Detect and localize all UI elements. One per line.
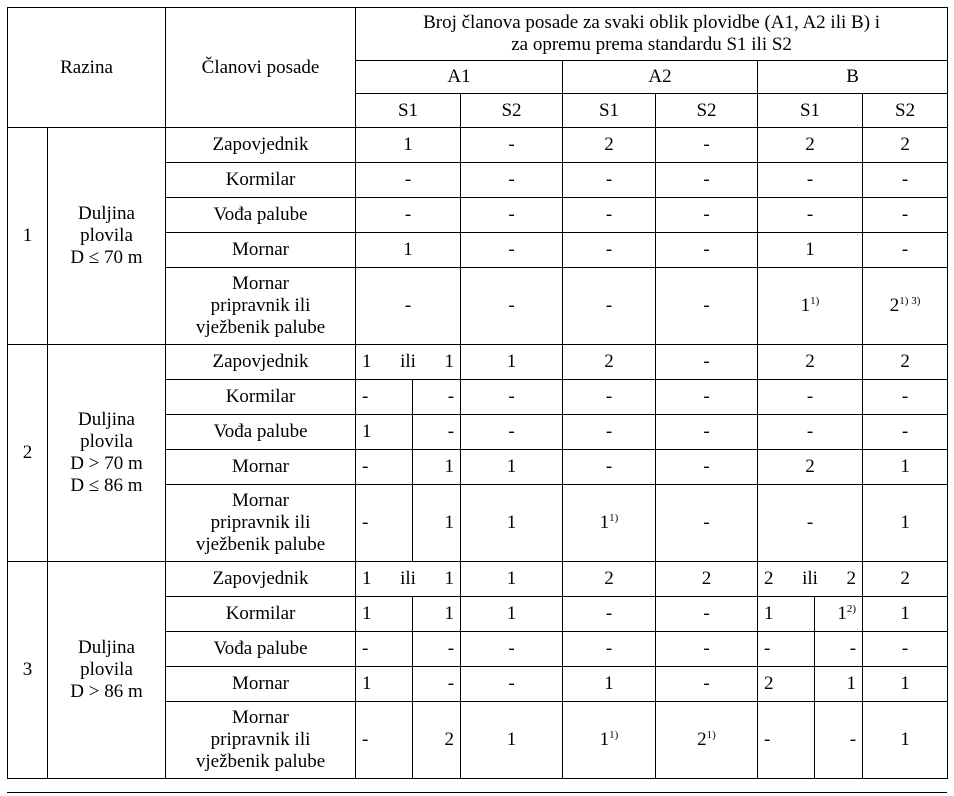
- header-a2-s2: S2: [656, 94, 758, 128]
- cell-b-s1-a: 1: [758, 597, 815, 632]
- cell-a1-s1-a: -: [356, 485, 413, 562]
- role-label: Vođa palube: [166, 198, 356, 233]
- header-razina: Razina: [8, 8, 166, 128]
- cell-a2-s1: 2: [563, 345, 656, 380]
- ili-text: ili: [400, 351, 416, 372]
- header-broj-line1: Broj članova posade za svaki oblik plovidbe (A1, A2 ili B) i: [423, 12, 881, 33]
- cell-b-s1: [758, 268, 863, 345]
- role-label-l2: pripravnik ili: [210, 729, 311, 750]
- cell-value: 1: [599, 729, 610, 750]
- role-label: Vođa palube: [166, 415, 356, 450]
- level-2-length-l2: plovila: [80, 431, 133, 452]
- header-a1-s2: S2: [461, 94, 563, 128]
- cell-b-s2: -: [863, 380, 948, 415]
- ili-text: ili: [400, 568, 416, 589]
- level-2-length-l3: D > 70 m: [70, 453, 143, 474]
- cell-a2-s2: -: [656, 268, 758, 345]
- cell-a2-s1: -: [563, 380, 656, 415]
- cell-a1-s2: 1: [461, 597, 563, 632]
- cell-a1-s1-a: -: [356, 702, 413, 779]
- cell-b-s1: -: [758, 380, 863, 415]
- cell-a1-s2: -: [461, 233, 563, 268]
- cell-a2-s2: -: [656, 485, 758, 562]
- cell-a1-s2: -: [461, 163, 563, 198]
- cell-a2-s1: -: [563, 450, 656, 485]
- role-label-l3: vježbenik palube: [195, 534, 326, 555]
- header-clanovi: Članovi posade: [166, 8, 356, 128]
- role-label-l1: Mornar: [232, 490, 289, 511]
- cell-a2-s1: 2: [563, 562, 656, 597]
- role-label: Zapovjednik: [166, 345, 356, 380]
- header-broj: [356, 8, 948, 61]
- cell-a2-s1: 2: [563, 128, 656, 163]
- role-label-l1: Mornar: [232, 707, 289, 728]
- level-1-length-l1: Duljina: [78, 203, 135, 224]
- role-label: Kormilar: [166, 597, 356, 632]
- cell-value: 1: [599, 512, 610, 533]
- cell-a1-s2: 1: [461, 702, 563, 779]
- cell-b-s1-alt: [758, 562, 863, 597]
- cell-b-s1-b: -: [815, 632, 863, 667]
- cell-a2-s2: -: [656, 415, 758, 450]
- cell-a1-s2: -: [461, 128, 563, 163]
- level-2-number: 2: [8, 345, 48, 562]
- cell-a1-s2: -: [461, 667, 563, 702]
- cell-a2-s2: -: [656, 198, 758, 233]
- cell-a2-s2: -: [656, 345, 758, 380]
- cell-a1-s1: -: [356, 163, 461, 198]
- cell-b-s1: 2: [758, 128, 863, 163]
- cell-a2-s2: -: [656, 597, 758, 632]
- cell-a2-s2: -: [656, 632, 758, 667]
- cell-b-s1-a: -: [758, 702, 815, 779]
- role-label: Zapovjednik: [166, 562, 356, 597]
- cell-b-s1-b: [815, 597, 863, 632]
- cell-b-s2: -: [863, 163, 948, 198]
- cell-a1-s2: 1: [461, 345, 563, 380]
- cell-a1-s1-b: -: [413, 632, 461, 667]
- cell-a1-s1-alt: [356, 345, 461, 380]
- header-broj-line2: za opremu prema standardu S1 ili S2: [511, 34, 792, 55]
- cell-b-s1-b: -: [815, 702, 863, 779]
- cell-value: 1: [362, 568, 372, 589]
- role-label: Zapovjednik: [166, 128, 356, 163]
- role-label: [166, 268, 356, 345]
- footnote-ref: 1): [609, 729, 619, 741]
- level-1-number: 1: [8, 128, 48, 345]
- cell-b-s1-a: 2: [758, 667, 815, 702]
- level-2-length-l1: Duljina: [78, 409, 135, 430]
- cell-b-s2: 1: [863, 667, 948, 702]
- cell-value: 2: [697, 729, 707, 750]
- page-bottom-rule: [7, 792, 947, 793]
- level-3-length-l2: plovila: [80, 659, 133, 680]
- level-3-number: 3: [8, 562, 48, 779]
- role-label: Vođa palube: [166, 632, 356, 667]
- cell-b-s1-a: -: [758, 632, 815, 667]
- level-3-length-l1: Duljina: [78, 637, 135, 658]
- header-a1-s1: S1: [356, 94, 461, 128]
- cell-b-s2: 1: [863, 597, 948, 632]
- cell-a1-s2: 1: [461, 485, 563, 562]
- cell-b-s2: [863, 268, 948, 345]
- role-label-l2: pripravnik ili: [210, 295, 311, 316]
- cell-a2-s1: [563, 485, 656, 562]
- cell-a1-s1-a: 1: [356, 415, 413, 450]
- cell-a1-s2: 1: [461, 562, 563, 597]
- cell-a2-s1: 1: [563, 667, 656, 702]
- cell-a1-s1-a: 1: [356, 667, 413, 702]
- cell-b-s2: -: [863, 233, 948, 268]
- cell-a2-s1: -: [563, 163, 656, 198]
- role-label-l3: vježbenik palube: [195, 751, 326, 772]
- cell-a2-s2: -: [656, 128, 758, 163]
- crew-table: [7, 7, 948, 779]
- level-1-length-l3: D ≤ 70 m: [70, 247, 143, 268]
- cell-a1-s1-b: -: [413, 380, 461, 415]
- cell-a1-s1-b: -: [413, 415, 461, 450]
- cell-a1-s1-b: -: [413, 667, 461, 702]
- cell-a1-s1: -: [356, 268, 461, 345]
- cell-a2-s1: [563, 702, 656, 779]
- cell-a1-s1-b: 2: [413, 702, 461, 779]
- cell-a2-s2: -: [656, 163, 758, 198]
- cell-b-s2: 2: [863, 345, 948, 380]
- footnote-ref: 1): [810, 295, 820, 307]
- header-b-s1: S1: [758, 94, 863, 128]
- cell-a1-s1-a: -: [356, 380, 413, 415]
- cell-a2-s1: -: [563, 415, 656, 450]
- level-1-length-l2: plovila: [80, 225, 133, 246]
- cell-a1-s1: 1: [356, 128, 461, 163]
- cell-a1-s1-alt: [356, 562, 461, 597]
- cell-a1-s2: -: [461, 380, 563, 415]
- cell-b-s2: 2: [863, 562, 948, 597]
- cell-a1-s2: 1: [461, 450, 563, 485]
- header-mode-a2: A2: [563, 61, 758, 94]
- footnote-ref: 1): [609, 512, 619, 524]
- cell-b-s1-b: 1: [815, 667, 863, 702]
- cell-b-s2: 1: [863, 702, 948, 779]
- header-mode-b: B: [758, 61, 948, 94]
- cell-value: 1: [444, 568, 455, 589]
- footnote-ref: 2): [846, 603, 857, 615]
- cell-a1-s1-a: -: [356, 450, 413, 485]
- role-label: [166, 485, 356, 562]
- cell-a2-s2: -: [656, 233, 758, 268]
- cell-b-s2: 2: [863, 128, 948, 163]
- cell-a2-s2: 2: [656, 562, 758, 597]
- cell-b-s1: 2: [758, 345, 863, 380]
- role-label: Mornar: [166, 233, 356, 268]
- cell-b-s1: 2: [758, 450, 863, 485]
- header-a2-s1: S1: [563, 94, 656, 128]
- cell-a2-s2: -: [656, 380, 758, 415]
- cell-a1-s1-b: 1: [413, 485, 461, 562]
- role-label-l1: Mornar: [232, 273, 289, 294]
- cell-b-s1: 1: [758, 233, 863, 268]
- cell-b-s1: -: [758, 415, 863, 450]
- cell-a1-s1-a: 1: [356, 597, 413, 632]
- cell-b-s2: 1: [863, 485, 948, 562]
- cell-value: 1: [800, 295, 811, 316]
- cell-b-s1: -: [758, 485, 863, 562]
- level-1-length: [48, 128, 166, 345]
- role-label: Kormilar: [166, 163, 356, 198]
- cell-b-s2: -: [863, 632, 948, 667]
- footnote-ref: 1): [706, 729, 716, 741]
- role-label: Mornar: [166, 667, 356, 702]
- cell-value: 2: [764, 568, 774, 589]
- footnote-ref: 1) 3): [899, 295, 921, 307]
- cell-a2-s1: -: [563, 597, 656, 632]
- level-2-length: [48, 345, 166, 562]
- cell-value: 1: [444, 351, 455, 372]
- level-3-length: [48, 562, 166, 779]
- cell-value: 2: [889, 295, 900, 316]
- cell-a2-s2: -: [656, 450, 758, 485]
- cell-value: 2: [846, 568, 857, 589]
- role-label: [166, 702, 356, 779]
- cell-a1-s1: -: [356, 198, 461, 233]
- cell-a2-s2: [656, 702, 758, 779]
- cell-value: 1: [362, 351, 372, 372]
- role-label: Kormilar: [166, 380, 356, 415]
- cell-a1-s2: -: [461, 415, 563, 450]
- ili-text: ili: [802, 568, 818, 589]
- cell-a2-s1: -: [563, 198, 656, 233]
- cell-a1-s1-a: -: [356, 632, 413, 667]
- cell-b-s1: -: [758, 198, 863, 233]
- role-label: Mornar: [166, 450, 356, 485]
- cell-a1-s2: -: [461, 268, 563, 345]
- cell-a1-s1: 1: [356, 233, 461, 268]
- cell-b-s2: 1: [863, 450, 948, 485]
- cell-a2-s2: -: [656, 667, 758, 702]
- role-label-l2: pripravnik ili: [210, 512, 311, 533]
- cell-a2-s1: -: [563, 632, 656, 667]
- level-3-length-l3: D > 86 m: [70, 681, 143, 702]
- header-mode-a1: A1: [356, 61, 563, 94]
- cell-value: 1: [837, 603, 847, 624]
- cell-b-s2: -: [863, 415, 948, 450]
- level-2-length-l4: D ≤ 86 m: [70, 475, 143, 496]
- cell-a2-s1: -: [563, 233, 656, 268]
- header-b-s2: S2: [863, 94, 948, 128]
- role-label-l3: vježbenik palube: [195, 317, 326, 338]
- cell-a2-s1: -: [563, 268, 656, 345]
- cell-a1-s1-b: 1: [413, 450, 461, 485]
- cell-b-s1: -: [758, 163, 863, 198]
- cell-b-s2: -: [863, 198, 948, 233]
- cell-a1-s1-b: 1: [413, 597, 461, 632]
- cell-a1-s2: -: [461, 632, 563, 667]
- cell-a1-s2: -: [461, 198, 563, 233]
